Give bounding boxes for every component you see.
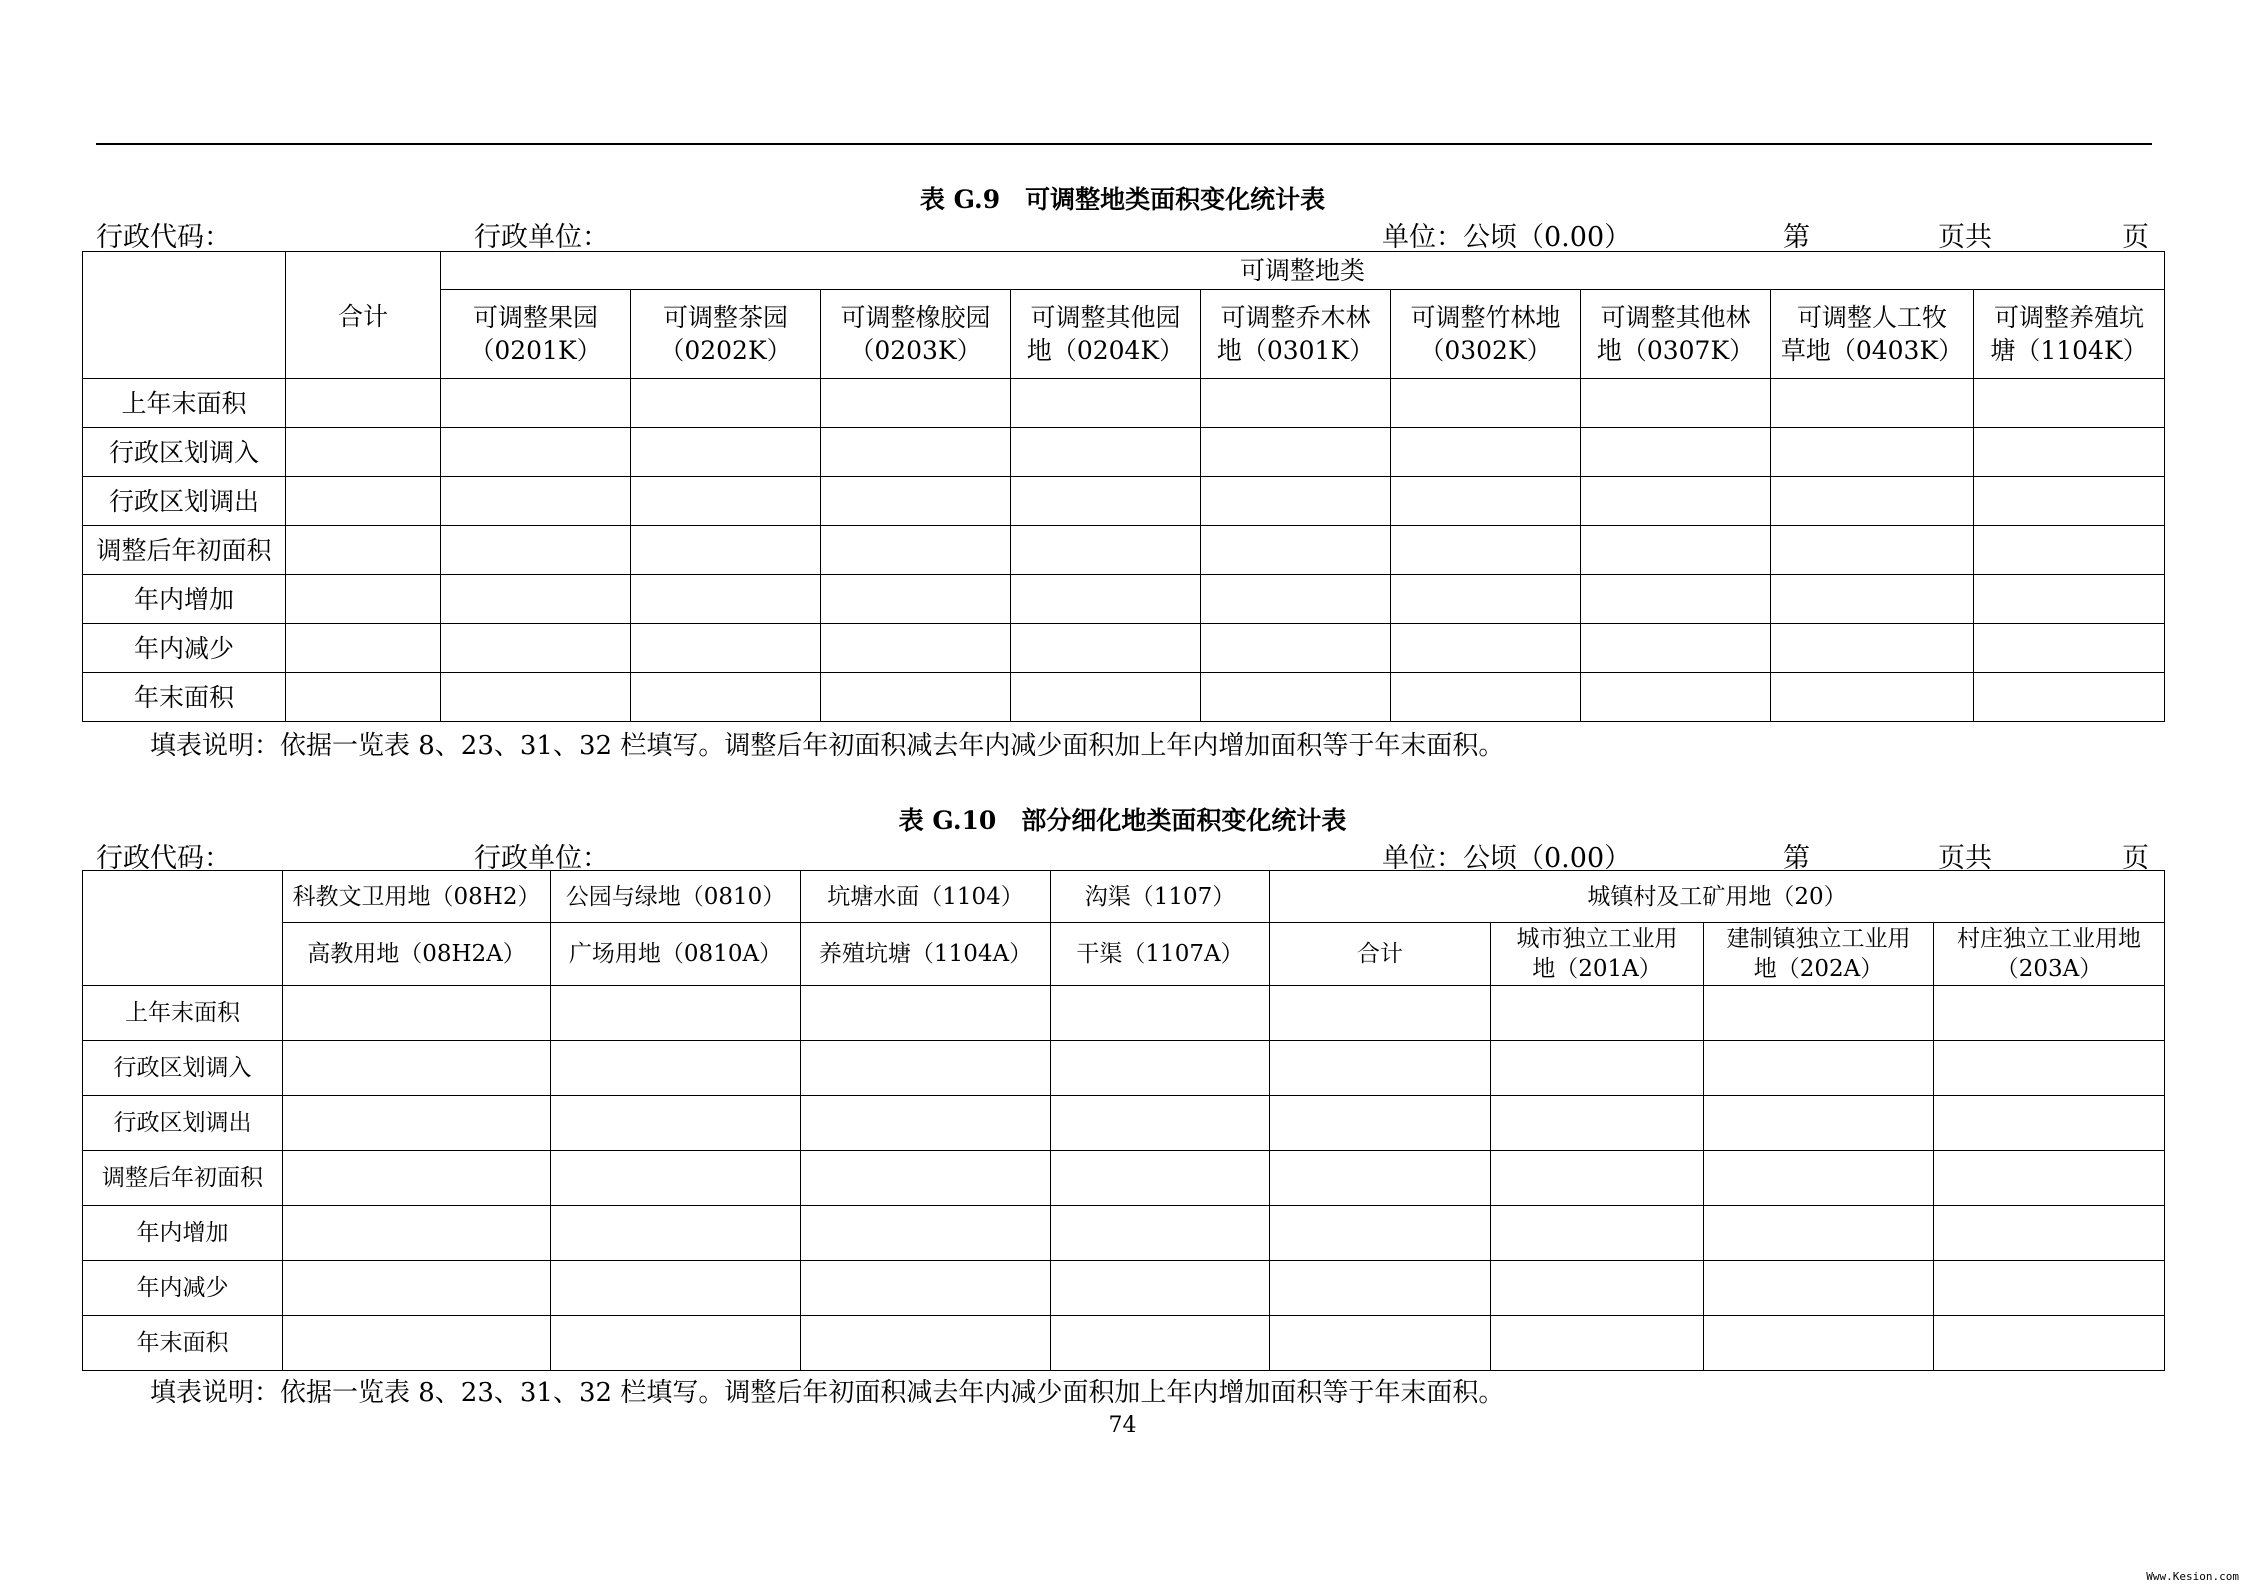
header-line: 可调整橡胶园 (840, 303, 991, 332)
header-line: 高教用地（08H2A） (307, 941, 526, 967)
table1-group-header: 可调整地类 (441, 252, 2165, 290)
data-cell (801, 1096, 1051, 1151)
data-cell (631, 673, 821, 722)
table2-sub-header (551, 923, 801, 986)
data-cell (801, 1041, 1051, 1096)
data-cell (801, 1151, 1051, 1206)
table2-top-header: 科教文卫用地（08H2） (283, 871, 551, 923)
data-cell (1934, 986, 2165, 1041)
row-label: 行政区划调出 (83, 1096, 283, 1151)
header-line: 干渠（1107A） (1076, 941, 1244, 967)
data-cell (1051, 1206, 1270, 1261)
data-cell (1201, 477, 1391, 526)
table-row (83, 986, 2165, 1041)
data-cell (631, 624, 821, 673)
data-cell (1974, 477, 2165, 526)
data-cell (286, 526, 441, 575)
header-line: 可调整养殖坑 (1993, 303, 2144, 332)
data-cell (1581, 575, 1771, 624)
data-cell (1270, 1316, 1491, 1371)
data-cell (1391, 526, 1581, 575)
data-cell (821, 526, 1011, 575)
table2-sub-header-row (83, 923, 2165, 986)
table-row (83, 477, 2165, 526)
table2-note: 填表说明：依据一览表 8、23、31、32 栏填写。调整后年初面积减去年内减少面积加上年内增加面积等于年末面积。 (150, 1378, 1505, 1408)
data-cell (283, 1096, 551, 1151)
data-cell (1011, 428, 1201, 477)
data-cell (1704, 1041, 1934, 1096)
data-cell (1704, 1261, 1934, 1316)
data-cell (283, 986, 551, 1041)
header-line: 地（0307K） (1596, 336, 1755, 365)
header-line: 广场用地（0810A） (568, 941, 783, 967)
table1-column-header (821, 290, 1011, 379)
table1-body (83, 379, 2165, 722)
data-cell (1581, 379, 1771, 428)
table2-top-header-row (83, 871, 2165, 923)
table1-column-header (441, 290, 631, 379)
data-cell (1270, 1096, 1491, 1151)
data-cell (1581, 428, 1771, 477)
data-cell (1391, 575, 1581, 624)
data-cell (631, 526, 821, 575)
data-cell (441, 379, 631, 428)
data-cell (1934, 1316, 2165, 1371)
data-cell (1974, 526, 2165, 575)
data-cell (1201, 428, 1391, 477)
data-cell (1011, 526, 1201, 575)
data-cell (1270, 1261, 1491, 1316)
table2-sub-header (1491, 923, 1704, 986)
data-cell (821, 379, 1011, 428)
data-cell (1011, 575, 1201, 624)
data-cell (551, 1206, 801, 1261)
table-row (83, 624, 2165, 673)
data-cell (286, 379, 441, 428)
data-cell (821, 624, 1011, 673)
data-cell (1270, 1206, 1491, 1261)
data-cell (821, 477, 1011, 526)
data-cell (801, 1206, 1051, 1261)
data-cell (441, 624, 631, 673)
header-line: 村庄独立工业用地 (1957, 926, 2142, 952)
header-line: 可调整茶园 (662, 303, 788, 332)
data-cell (551, 1316, 801, 1371)
data-cell (801, 1316, 1051, 1371)
table-row (83, 379, 2165, 428)
table-row (83, 1096, 2165, 1151)
table1-note: 填表说明：依据一览表 8、23、31、32 栏填写。调整后年初面积减去年内减少面积加上年内增加面积等于年末面积。 (150, 731, 1505, 761)
data-cell (1051, 1096, 1270, 1151)
table1-column-header (1581, 290, 1771, 379)
table-row (83, 575, 2165, 624)
header-line: （0201K） (469, 336, 602, 365)
header-line: 建制镇独立工业用 (1726, 926, 1911, 952)
table1-unit-name-label: 行政单位： (474, 222, 609, 253)
data-cell (1011, 624, 1201, 673)
data-cell (1201, 379, 1391, 428)
table2-page-di: 第 (1783, 843, 1810, 874)
header-line: 地（202A） (1753, 956, 1884, 982)
table2-sub-header (1270, 923, 1491, 986)
table1-column-header (1771, 290, 1974, 379)
header-line: 合计 (1357, 941, 1403, 967)
data-cell (1051, 1151, 1270, 1206)
table2-corner-cell (83, 871, 283, 986)
table1-unit-label: 单位：公顷（0.00） (1382, 222, 1632, 253)
data-cell (441, 428, 631, 477)
data-cell (1011, 477, 1201, 526)
data-cell (441, 575, 631, 624)
watermark: Www.Kesion.com (2146, 1570, 2239, 1583)
data-cell (1704, 986, 1934, 1041)
data-cell (1201, 673, 1391, 722)
data-cell (631, 575, 821, 624)
data-cell (283, 1206, 551, 1261)
data-cell (1704, 1316, 1934, 1371)
row-label: 年内增加 (83, 1206, 283, 1261)
data-cell (1491, 1261, 1704, 1316)
row-label: 调整后年初面积 (83, 1151, 283, 1206)
data-cell (1934, 1206, 2165, 1261)
table2-top-header: 城镇村及工矿用地（20） (1270, 871, 2165, 923)
table-row (83, 1206, 2165, 1261)
header-line: 地（201A） (1532, 956, 1662, 982)
data-cell (283, 1151, 551, 1206)
data-cell (1201, 575, 1391, 624)
table1-total-header: 合计 (286, 252, 441, 379)
table2-grid (82, 870, 2165, 1371)
table2-page-ye: 页 (2122, 843, 2149, 874)
table1-page-ye-gong: 页共 (1938, 222, 1992, 253)
header-line: 地（0204K） (1026, 336, 1185, 365)
row-label: 年末面积 (83, 1316, 283, 1371)
data-cell (1974, 428, 2165, 477)
data-cell (1051, 1316, 1270, 1371)
table2-sub-header (1704, 923, 1934, 986)
data-cell (801, 986, 1051, 1041)
data-cell (631, 428, 821, 477)
data-cell (1391, 673, 1581, 722)
data-cell (1391, 428, 1581, 477)
data-cell (1704, 1206, 1934, 1261)
row-label: 年末面积 (83, 673, 286, 722)
header-line: 可调整果园 (472, 303, 598, 332)
table1-column-header (1011, 290, 1201, 379)
table2-page-ye-gong: 页共 (1938, 843, 1992, 874)
data-cell (1934, 1261, 2165, 1316)
header-line: 可调整人工牧 (1796, 303, 1947, 332)
table1-corner-cell (83, 252, 286, 379)
row-label: 年内增加 (83, 575, 286, 624)
data-cell (441, 526, 631, 575)
table2-top-header: 沟渠（1107） (1051, 871, 1270, 923)
data-cell (1771, 526, 1974, 575)
table2-sub-header (801, 923, 1051, 986)
header-line: （0203K） (849, 336, 982, 365)
data-cell (1051, 1041, 1270, 1096)
table1-column-header (1974, 290, 2165, 379)
table2-sub-header (1051, 923, 1270, 986)
data-cell (1704, 1096, 1934, 1151)
data-cell (821, 673, 1011, 722)
data-cell (286, 575, 441, 624)
table2-code-label: 行政代码： (96, 843, 231, 874)
table2-title: 表 G.10 部分细化地类面积变化统计表 (898, 806, 1347, 835)
data-cell (1771, 428, 1974, 477)
table1-grid (82, 251, 2165, 722)
header-line: 城市独立工业用 (1516, 926, 1678, 952)
data-cell (1934, 1096, 2165, 1151)
row-label: 上年末面积 (83, 986, 283, 1041)
table2-top-header: 坑塘水面（1104） (801, 871, 1051, 923)
data-cell (1491, 1096, 1704, 1151)
table-row (83, 1316, 2165, 1371)
data-cell (1011, 673, 1201, 722)
data-cell (1270, 986, 1491, 1041)
table2-top-header: 公园与绿地（0810） (551, 871, 801, 923)
data-cell (283, 1316, 551, 1371)
data-cell (1491, 1316, 1704, 1371)
data-cell (1491, 1151, 1704, 1206)
data-cell (1581, 526, 1771, 575)
data-cell (441, 673, 631, 722)
data-cell (1201, 526, 1391, 575)
table-row (83, 1041, 2165, 1096)
data-cell (1581, 624, 1771, 673)
data-cell (1771, 575, 1974, 624)
table2-body (83, 986, 2165, 1371)
data-cell (1974, 575, 2165, 624)
data-cell (1051, 986, 1270, 1041)
data-cell (551, 986, 801, 1041)
data-cell (821, 428, 1011, 477)
data-cell (1934, 1151, 2165, 1206)
data-cell (286, 477, 441, 526)
table1-column-header (1201, 290, 1391, 379)
header-line: （0202K） (659, 336, 792, 365)
table2-unit-label: 单位：公顷（0.00） (1382, 843, 1632, 874)
row-label: 上年末面积 (83, 379, 286, 428)
data-cell (1051, 1261, 1270, 1316)
data-cell (551, 1151, 801, 1206)
table-row (83, 526, 2165, 575)
table1-code-label: 行政代码： (96, 222, 231, 253)
row-label: 调整后年初面积 (83, 526, 286, 575)
header-line: 养殖坑塘（1104A） (818, 941, 1033, 967)
header-line: 可调整乔木林 (1220, 303, 1371, 332)
data-cell (1974, 379, 2165, 428)
data-cell (1391, 477, 1581, 526)
data-cell (1771, 477, 1974, 526)
table2-sub-header (283, 923, 551, 986)
page-number: 74 (1108, 1413, 1137, 1438)
data-cell (1201, 624, 1391, 673)
data-cell (283, 1041, 551, 1096)
header-line: （0302K） (1419, 336, 1552, 365)
data-cell (631, 379, 821, 428)
header-line: 可调整其他园 (1030, 303, 1181, 332)
data-cell (1704, 1151, 1934, 1206)
data-cell (286, 624, 441, 673)
data-cell (1270, 1151, 1491, 1206)
table1-page-di: 第 (1783, 222, 1810, 253)
data-cell (821, 575, 1011, 624)
table1-title: 表 G.9 可调整地类面积变化统计表 (919, 185, 1326, 214)
table1-header-row (83, 252, 2165, 290)
data-cell (1491, 1206, 1704, 1261)
data-cell (441, 477, 631, 526)
data-cell (1491, 1041, 1704, 1096)
data-cell (1011, 379, 1201, 428)
data-cell (1771, 624, 1974, 673)
data-cell (1270, 1041, 1491, 1096)
header-rule (96, 143, 2152, 145)
table1-page-ye: 页 (2122, 222, 2149, 253)
header-line: 可调整竹林地 (1410, 303, 1561, 332)
data-cell (1771, 673, 1974, 722)
data-cell (551, 1041, 801, 1096)
data-cell (286, 428, 441, 477)
data-cell (283, 1261, 551, 1316)
data-cell (1934, 1041, 2165, 1096)
data-cell (551, 1261, 801, 1316)
data-cell (1491, 986, 1704, 1041)
header-line: 可调整其他林 (1600, 303, 1751, 332)
row-label: 行政区划调入 (83, 428, 286, 477)
data-cell (1771, 379, 1974, 428)
data-cell (1974, 673, 2165, 722)
data-cell (801, 1261, 1051, 1316)
table2-sub-header (1934, 923, 2165, 986)
table2-unit-name-label: 行政单位： (474, 843, 609, 874)
row-label: 行政区划调出 (83, 477, 286, 526)
table1-column-header (631, 290, 821, 379)
header-line: （203A） (1995, 956, 2103, 982)
table-row (83, 1261, 2165, 1316)
header-line: 草地（0403K） (1780, 336, 1964, 365)
table-row (83, 673, 2165, 722)
table1-column-header (1391, 290, 1581, 379)
data-cell (1391, 379, 1581, 428)
row-label: 行政区划调入 (83, 1041, 283, 1096)
data-cell (551, 1096, 801, 1151)
table-row (83, 1151, 2165, 1206)
data-cell (631, 477, 821, 526)
row-label: 年内减少 (83, 1261, 283, 1316)
row-label: 年内减少 (83, 624, 286, 673)
data-cell (1581, 477, 1771, 526)
header-line: 地（0301K） (1216, 336, 1375, 365)
data-cell (286, 673, 441, 722)
data-cell (1581, 673, 1771, 722)
data-cell (1974, 624, 2165, 673)
header-line: 塘（1104K） (1990, 336, 2148, 365)
table-row (83, 428, 2165, 477)
data-cell (1391, 624, 1581, 673)
